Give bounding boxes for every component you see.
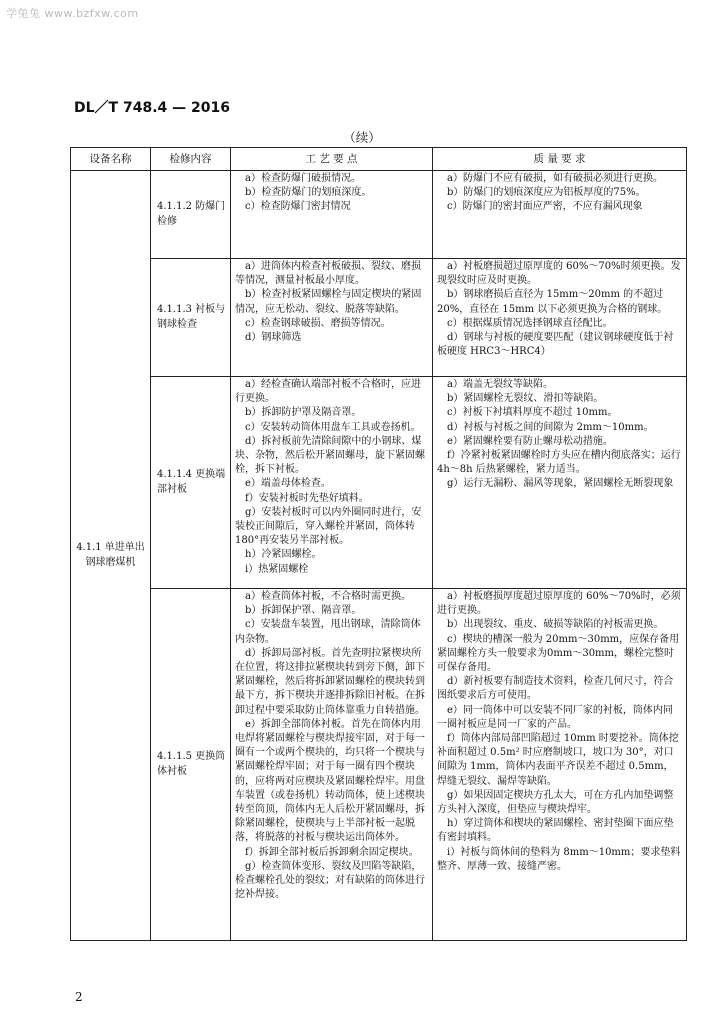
quality-line: b）出现裂纹、重皮、破损等缺陷的衬板需更换。 [447, 619, 664, 631]
process-line: b）拆卸防护罩及隔音罩。 [245, 407, 362, 419]
quality-line: a）衬板磨损厚度超过原厚度的 60%～70%时，必须进行更换。 [437, 591, 681, 617]
item-name: 4.1.1.4 更换端部衬板 [151, 377, 231, 589]
process-cell [231, 589, 433, 941]
process-line: a）经检查确认端部衬板不合格时，应进行更换。 [235, 379, 421, 405]
process-line: e）端盖母体检查。 [245, 478, 331, 490]
process-line: c）检查防爆门密封情况 [245, 201, 351, 213]
process-line: d）拆卸局部衬板。首先查明拉紧楔块所在位置，将这排拉紧楔块转到旁下侧，卸下紧固螺栓，然后将拆卸紧固螺栓的楔块转到最下方，拆下楔块并逐排拆除旧衬板。在拆卸过程中要采取防止筒体靠重力自转措施。 [235, 647, 425, 716]
table-row [71, 589, 687, 941]
quality-cell [433, 259, 687, 377]
process-cell [231, 171, 433, 259]
quality-line: c）防爆门的密封面应严密，不应有漏风现象 [447, 201, 643, 213]
quality-line: d）衬板与衬板之间的间隙为 2mm～10mm。 [447, 421, 654, 433]
col-header-item: 检修内容 [151, 148, 231, 171]
process-line: h）冷紧固螺栓。 [245, 549, 322, 561]
col-header-device: 设备名称 [71, 148, 151, 171]
quality-line: e）紧固螺栓要有防止螺母松动措施。 [447, 435, 613, 447]
process-line: f）安装衬板时先垫好填料。 [245, 492, 369, 504]
quality-line: b）钢球磨损后直径为 15mm～20mm 的不超过 20%，直径在 15mm 以下必须更换为合格的钢球。 [437, 289, 668, 315]
item-name: 4.1.1.5 更换筒体衬板 [151, 589, 231, 941]
quality-line: a）防爆门不应有破损，如有破损必须进行更换。 [447, 173, 663, 184]
quality-line: c）楔块的槽深一般为 20mm～30mm，应保存备用紧固螺栓方头一般要求为0mm～30mm，螺栓完整时可保存备用。 [437, 633, 680, 674]
process-line: b）检查衬板紧固螺栓与固定楔块的紧固情况，应无松动、裂纹、脱落等缺陷。 [235, 289, 422, 315]
col-header-quality: 质 量 要 求 [433, 148, 687, 171]
quality-line: i）衬板与筒体间的垫料为 8mm～10mm；要求垫料整齐、厚薄一致、接缝严密。 [437, 846, 681, 872]
process-line: b）检查防爆门的划痕深度。 [245, 187, 372, 199]
process-line: a）检查防爆门破损情况。 [245, 173, 361, 184]
table-row [71, 259, 687, 377]
quality-line: d）新衬板要有制造技术资料，检查几何尺寸，符合图纸要求后方可使用。 [437, 676, 674, 702]
item-name: 4.1.1.2 防爆门检修 [151, 171, 231, 259]
process-line: g）安装衬板时可以内外圈同时进行，安装校正间隙后，穿入螺栓并紧固，筒体转 180°再安装另半部衬板。 [235, 506, 422, 547]
quality-line: c）衬板下衬填料厚度不超过 10mm。 [447, 407, 618, 419]
table-row [71, 377, 687, 589]
quality-line: g）如果因固定楔块方孔太大，可在方孔内加垫调整方头衬入深度，但垫应与楔块焊牢。 [437, 789, 674, 816]
quality-line: g）运行无漏粉、漏风等现象，紧固螺栓无断裂现象 [447, 478, 674, 490]
process-line: c）检查钢球破损、磨损等情况。 [245, 317, 391, 329]
quality-line: b）紧固螺栓无裂纹、滑扣等缺陷。 [447, 393, 604, 405]
continued-label: （续） [343, 130, 381, 145]
quality-cell [433, 377, 687, 589]
process-line: c）安装盘车装置，甩出钢球，清除筒体内杂物。 [235, 619, 421, 645]
process-line: d）拆衬板前先清除间隙中的小钢球、煤块、杂物，然后松开紧固螺母，旋下紧固螺栓，拆下衬板。 [235, 435, 425, 476]
quality-line: f）冷紧衬板紧固螺栓时方头应在槽内彻底落实；运行 4h～8h 后热紧螺栓，紧力适当。 [437, 450, 681, 476]
process-line: c）安装转动筒体用盘车工具或卷扬机。 [245, 421, 421, 433]
quality-line: h）穿过筒体和楔块的紧固螺栓、密封垫圈下面应垫有密封填料。 [437, 818, 674, 844]
process-line: i）热紧固螺栓 [245, 563, 309, 575]
quality-line: c）根据煤质情况选择钢球直径配比。 [447, 317, 613, 329]
quality-line: e）同一筒体中可以安装不同厂家的衬板，筒体内同一圈衬板应是同一厂家的产品。 [437, 704, 673, 730]
quality-line: d）钢球与衬板的硬度要匹配（建议钢球硬度低于衬板硬度 HRC3～HRC4） [437, 332, 674, 358]
process-line: a）进筒体内检查衬板破损、裂纹、磨损等情况，测量衬板最小厚度。 [235, 261, 421, 287]
quality-line: a）衬板磨损超过原厚度的 60%～70%时须更换。发现裂纹时应及时更换。 [437, 261, 681, 287]
process-line: g）检查筒体变形、裂纹及凹陷等缺陷，检查螺栓孔处的裂纹；对有缺陷的筒体进行挖补焊接。 [235, 860, 425, 901]
quality-cell [433, 171, 687, 259]
item-name: 4.1.1.3 衬板与钢球检查 [151, 259, 231, 377]
device-name: 4.1.1 单进单出钢球磨煤机 [71, 171, 151, 941]
quality-cell [433, 589, 687, 941]
process-line: e）拆卸全部筒体衬板。首先在筒体内用电焊将紧固螺栓与楔块焊接牢固，对于每一圈有一个或两个楔块的，均只将一个楔块与紧固螺栓焊牢固；对于每一圈有四个楔块的，应将两对应楔块及紧固螺栓焊牢。用盘车装置（或卷扬机）转动筒体，使上述楔块转至筒顶，筒体内无人后松开紧固螺母，拆除紧固螺栓，使楔块与上半部衬板一起脱落，将脱落的衬板与楔块运出筒体外。 [235, 718, 425, 844]
process-cell [231, 377, 433, 589]
process-line: b）拆卸保护罩、隔音罩。 [245, 605, 362, 617]
table-row [71, 171, 687, 259]
quality-line: b）防爆门的划痕深度应为铝板厚度的75%。 [447, 187, 646, 199]
quality-line: f）筒体内部局部凹陷超过 10mm 时要挖补。筒体挖补面积超过 0.5m² 时应磨制坡口，坡口为 30°，对口间隙为 1mm，筒体内表面平齐误差不超过 0.5mm，焊缝无裂纹、漏焊等缺陷。 [437, 733, 679, 787]
process-line: a）检查筒体衬板，不合格时需更换。 [245, 591, 411, 602]
process-line: f）拆卸全部衬板后拆卸剩余固定楔块。 [245, 846, 419, 858]
standard-number: DL／T 748.4 — 2016 [74, 100, 230, 116]
process-cell [231, 259, 433, 377]
maintenance-table [70, 147, 687, 941]
table-header-row [71, 148, 687, 171]
watermark: 学兔兔 www.bzfxw.com [6, 7, 139, 20]
col-header-process: 工 艺 要 点 [231, 148, 433, 171]
process-line: d）钢球筛选 [245, 332, 302, 344]
quality-line: a）端盖无裂纹等缺陷。 [447, 379, 553, 390]
page-number: 2 [75, 990, 83, 1004]
